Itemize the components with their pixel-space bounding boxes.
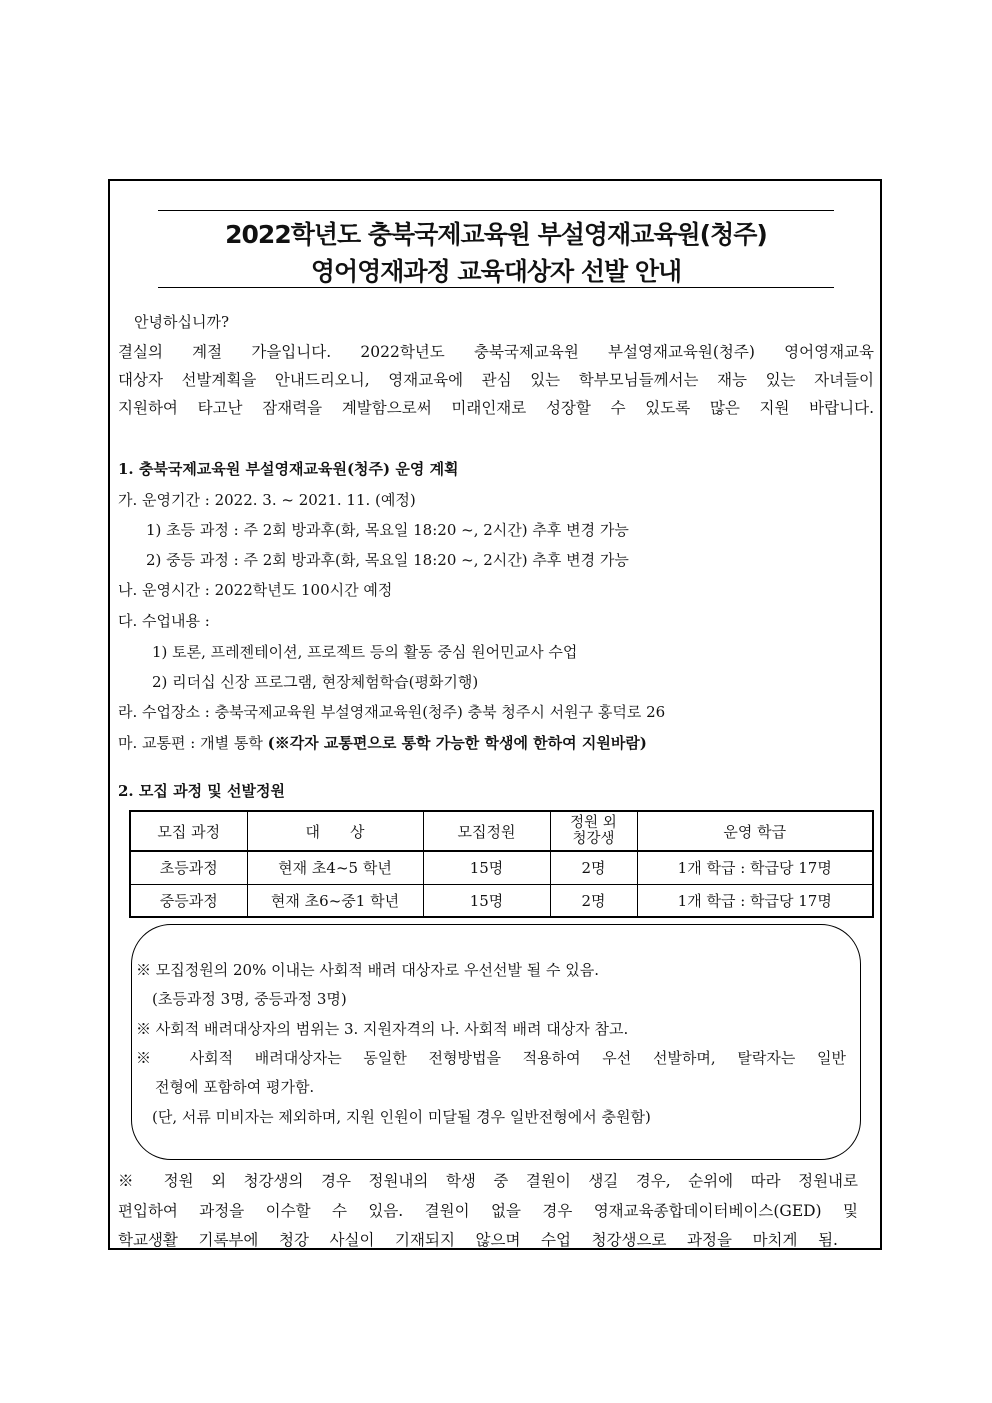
footer-line-2: 편입하여 과정을 이수할 수 있음. 결원이 없을 경우 영재교육종합데이터베이스(GED) 및 (118, 1202, 858, 1220)
title-line-1: 2022학년도 충북국제교육원 부설영재교육원(청주) (225, 220, 767, 249)
table-row (130, 884, 873, 917)
cell-quota: 15명 (423, 884, 550, 917)
cell-classes: 1개 학급 : 학급당 17명 (637, 851, 873, 884)
item-ma-prefix: 마. 교통편 : 개별 통학 (118, 734, 268, 752)
item-da-1: 1) 토론, 프레젠테이션, 프로젝트 등의 활동 중심 원어민교사 수업 (152, 643, 578, 661)
header-audit-line2: 청강생 (572, 831, 615, 847)
intro-line-3: 지원하여 타고난 잠재력을 계발함으로써 미래인재로 성장할 수 있도록 많은 지원 바랍니다. (118, 399, 874, 417)
item-ga-2: 2) 중등 과정 : 주 2회 방과후(화, 목요일 18:20 ~, 2시간) 추후 변경 가능 (146, 551, 629, 569)
note-1: ※ 모집정원의 20% 이내는 사회적 배려 대상자로 우선선발 될 수 있음. (136, 961, 600, 979)
header-course: 모집 과정 (130, 811, 247, 851)
cell-target: 현재 초4~5 학년 (247, 851, 423, 884)
note-3-cont: 전형에 포함하여 평가함. (155, 1078, 315, 1096)
note-1-detail: (초등과정 3명, 중등과정 3명) (152, 990, 347, 1008)
cell-audit: 2명 (550, 851, 637, 884)
section2-heading: 2. 모집 과정 및 선발정원 (118, 782, 285, 800)
title-block (158, 210, 834, 288)
table-row (130, 851, 873, 884)
cell-course: 중등과정 (130, 884, 247, 917)
note-2: ※ 사회적 배려대상자의 범위는 3. 지원자격의 나. 사회적 배려 대상자 참고. (136, 1020, 629, 1038)
header-classes: 운영 학급 (637, 811, 873, 851)
intro-line-2: 대상자 선발계획을 안내드리오니, 영재교육에 관심 있는 학부모님들께서는 재능 있는 자녀들이 (118, 371, 874, 389)
intro-line-1: 결실의 계절 가을입니다. 2022학년도 충북국제교육원 부설영재교육원(청주) 영어영재교육 (118, 343, 874, 361)
cell-course: 초등과정 (130, 851, 247, 884)
item-ga: 가. 운영기간 : 2022. 3. ~ 2021. 11. (예정) (118, 491, 416, 509)
header-audit-line1: 정원 외 (570, 815, 617, 831)
note-3: ※ 사회적 배려대상자는 동일한 전형방법을 적용하여 우선 선발하며, 탈락자는 일반 (136, 1049, 846, 1067)
header-target: 대 상 (247, 811, 423, 851)
footer-line-1: ※ 정원 외 청강생의 경우 정원내의 학생 중 결원이 생길 경우, 순위에 따라 정원내로 (118, 1172, 858, 1190)
title-line-2: 영어영재과정 교육대상자 선발 안내 (310, 257, 682, 286)
cell-target: 현재 초6~중1 학년 (247, 884, 423, 917)
greeting: 안녕하십니까? (134, 313, 229, 331)
cell-classes: 1개 학급 : 학급당 17명 (637, 884, 873, 917)
header-quota: 모집정원 (423, 811, 550, 851)
item-ma-note: (※각자 교통편으로 통학 가능한 학생에 한하여 지원바람) (267, 734, 647, 752)
footer-line-3: 학교생활 기록부에 청강 사실이 기재되지 않으며 수업 청강생으로 과정을 마치게 됨. (118, 1231, 838, 1249)
table-header-row (130, 811, 873, 851)
item-ra: 라. 수업장소 : 충북국제교육원 부설영재교육원(청주) 충북 청주시 서원구 홍덕로 26 (118, 703, 666, 721)
item-da: 다. 수업내용 : (118, 612, 210, 630)
item-ma (118, 732, 647, 753)
cell-audit: 2명 (550, 884, 637, 917)
item-ga-1: 1) 초등 과정 : 주 2회 방과후(화, 목요일 18:20 ~, 2시간) 추후 변경 가능 (146, 521, 629, 539)
item-na: 나. 운영시간 : 2022학년도 100시간 예정 (118, 581, 393, 599)
cell-quota: 15명 (423, 851, 550, 884)
section1-heading: 1. 충북국제교육원 부설영재교육원(청주) 운영 계획 (118, 460, 459, 478)
item-da-2: 2) 리더십 신장 프로그램, 현장체험학습(평화기행) (152, 673, 479, 691)
note-3-detail: (단, 서류 미비자는 제외하며, 지원 인원이 미달될 경우 일반전형에서 충원함) (152, 1108, 651, 1126)
header-audit (550, 811, 637, 851)
recruit-table (129, 810, 874, 918)
